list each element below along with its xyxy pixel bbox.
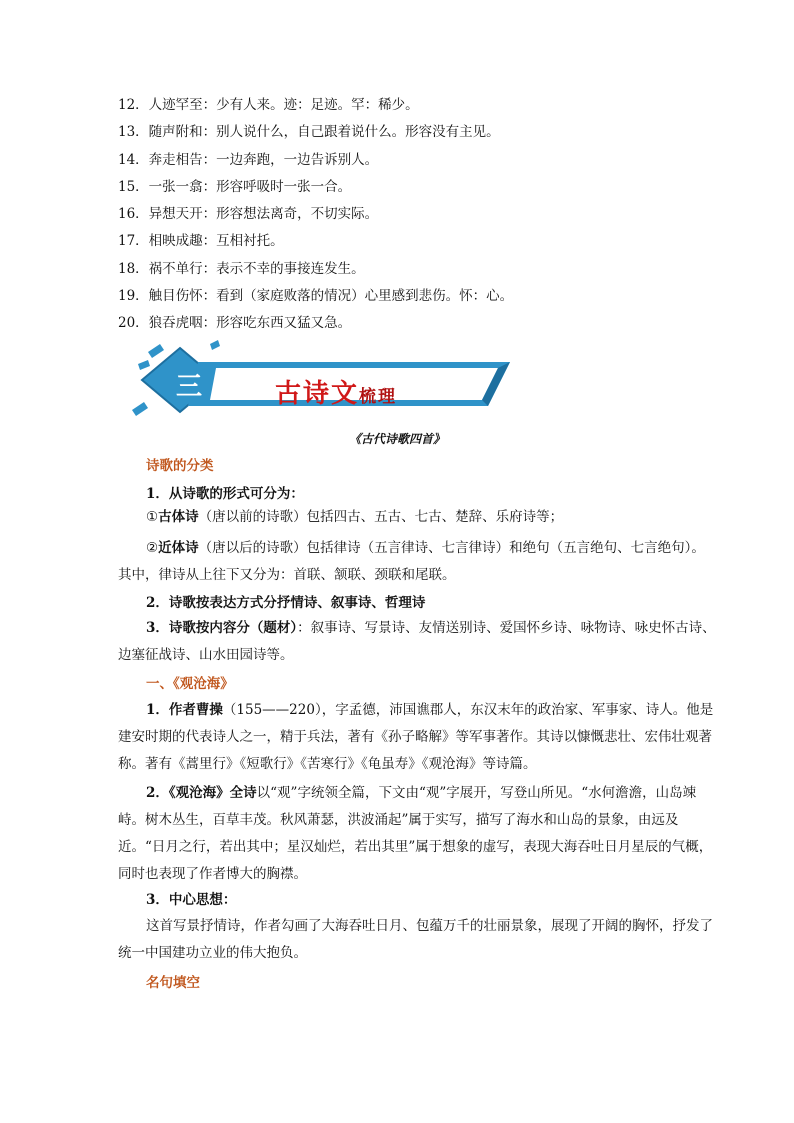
idiom-16: 16．异想天开：形容想法离奇，不切实际。 [118, 206, 379, 222]
poem-theme-text: 这首写景抒情诗，作者勾画了大海吞吐日月、包蕴万千的壮丽景象，展现了开阔的胸怀，抒发了统一中国建功立业的伟大抱负。 [118, 918, 713, 961]
poem-analysis-paragraph [118, 780, 718, 888]
idiom-19: 19．触目伤怀：看到（家庭败落的情况）心里感到悲伤。怀：心。 [118, 288, 514, 304]
banner-title [275, 373, 397, 410]
idiom-12: 12．人迹罕至：少有人来。迹：足迹。罕：稀少。 [118, 97, 419, 113]
item-1a-prefix: ① [146, 509, 159, 525]
classification-heading: 诗歌的分类 [146, 458, 214, 474]
classification-item-1a [118, 504, 718, 531]
poem-author-paragraph [118, 697, 718, 778]
famous-lines-heading: 名句填空 [146, 975, 200, 991]
banner-title-main: 古诗文 [275, 379, 360, 409]
poem-p2-term: 2．《观沧海》全诗 [146, 785, 257, 801]
classification-item-1: 1．从诗歌的形式可分为： [146, 486, 304, 502]
poem-p2-text: 以“观”字统领全篇，下文由“观”字展开，写登山所见。“水何澹澹，山岛竦峙。树木丛生，百草丰茂。秋风萧瑟，洪波涌起”属于实写，描写了海水和山岛的景象，由远及近。“日月之行，若出其中；星汉灿烂，若出其里”属于想象的虚写，表现大海吞吐日月星辰的气概，同时也表现了作者博大的胸襟。 [118, 785, 713, 882]
classification-item-1b [118, 535, 718, 589]
classification-item-2: 2．诗歌按表达方式分抒情诗、叙事诗、哲理诗 [146, 595, 426, 611]
idiom-20: 20．狼吞虎咽：形容吃东西又猛又急。 [118, 315, 352, 331]
poem-p1-term: 1．作者曹操 [146, 702, 223, 718]
item-1b-text: （唐以后的诗歌）包括律诗（五言律诗、七言律诗）和绝句（五言绝句、七言绝句）。其中，律诗从上往下又分为：首联、颔联、颈联和尾联。 [118, 540, 705, 583]
poem-theme-paragraph [118, 913, 718, 967]
item-3-text: ：叙事诗、写景诗、友情送别诗、爱国怀乡诗、咏物诗、咏史怀古诗、边塞征战诗、山水田园诗等。 [118, 620, 716, 663]
banner-title-small: 梳理 [359, 387, 398, 407]
poem-heading: 一、《观沧海》 [146, 676, 234, 692]
item-1b-prefix: ② [146, 540, 159, 556]
classification-item-3 [118, 615, 718, 669]
item-3-term: 3．诗歌按内容分（题材） [146, 620, 298, 636]
item-1a-text: （唐以前的诗歌）包括四古、五古、七古、楚辞、乐府诗等； [198, 509, 564, 525]
item-1b-term: 近体诗 [158, 540, 199, 556]
banner-section-number: 三 [176, 372, 203, 402]
section-subtitle: 《古代诗歌四首》 [348, 432, 445, 446]
idiom-15: 15．一张一翕：形容呼吸时一张一合。 [118, 179, 352, 195]
idiom-13: 13．随声附和：别人说什么，自己跟着说什么。形容没有主见。 [118, 124, 500, 140]
idiom-14: 14．奔走相告：一边奔跑，一边告诉别人。 [118, 152, 379, 168]
idiom-18: 18．祸不单行：表示不幸的事接连发生。 [118, 261, 365, 277]
poem-theme-heading: 3．中心思想： [146, 892, 237, 908]
item-1a-term: 古体诗 [158, 509, 199, 525]
poem-p1-text: （155——220），字孟德，沛国谯郡人，东汉末年的政治家、军事家、诗人。他是建安时期的代表诗人之一，精于兵法，著有《孙子略解》等军事著作。其诗以慷慨悲壮、宏伟壮观著称。著有《蒿里行》《短歌行》《苦寒行》《龟虽寿》《观沧海》等诗篇。 [118, 702, 714, 772]
idiom-17: 17．相映成趣：互相衬托。 [118, 233, 284, 249]
